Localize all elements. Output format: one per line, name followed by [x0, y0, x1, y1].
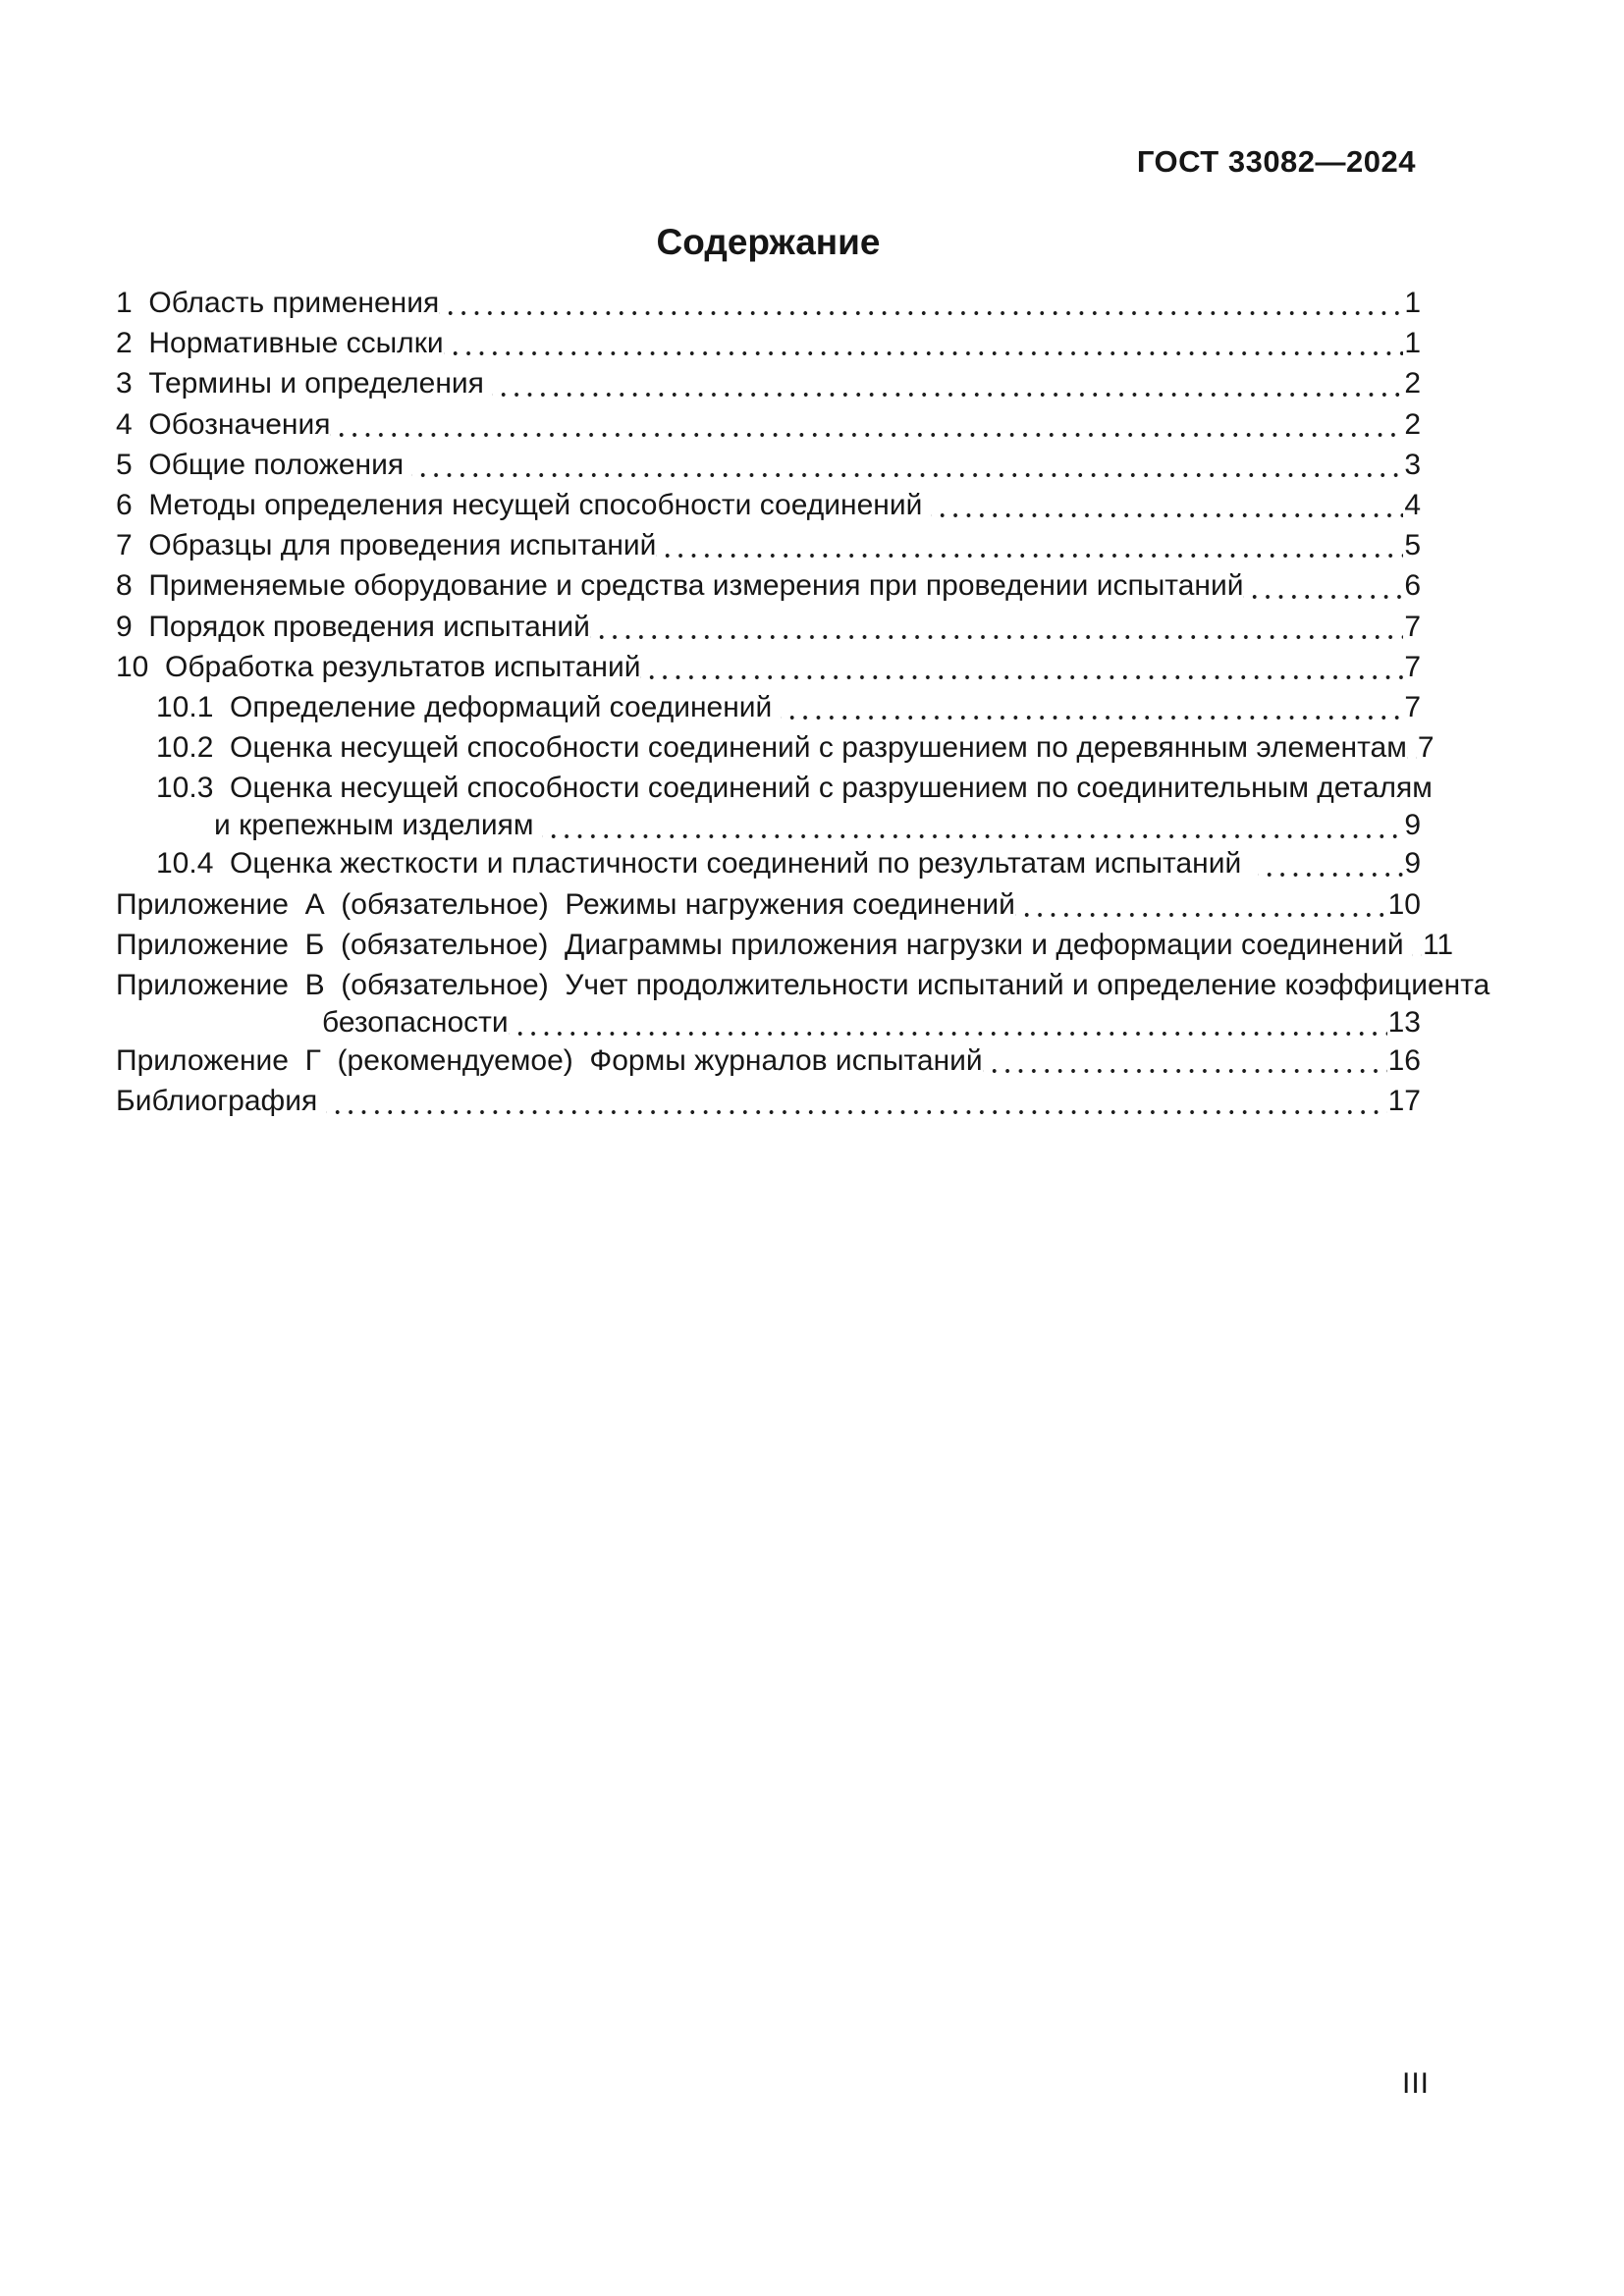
- dot-leader: [411, 445, 1403, 485]
- toc-entry-label: Приложение Б (обязательное) Диаграммы приложения нагрузки и деформации соединений: [116, 928, 1412, 961]
- toc-entry-page: 9: [1404, 847, 1421, 881]
- dot-leader: [640, 647, 1403, 687]
- dot-leader: [444, 323, 1404, 363]
- toc-entry-page: 3: [1404, 448, 1421, 481]
- toc-entry-label: 3 Термины и определения: [116, 367, 493, 400]
- toc-entry-label: 10.2 Оценка несущей способности соединений с разрушением по деревянным элементам: [156, 731, 1407, 765]
- toc-entry-label: 10.3 Оценка несущей способности соединений с разрушением по соединительным деталям: [156, 772, 1433, 805]
- toc-entry-label: Приложение А (обязательное) Режимы нагружения соединений: [116, 887, 1015, 921]
- toc-entry-annex-g: [116, 1041, 1421, 1081]
- dot-leader: [656, 525, 1403, 565]
- toc-entry-label: и крепежным изделиям: [214, 809, 542, 842]
- dot-leader: [931, 485, 1404, 525]
- dot-leader: [1258, 843, 1403, 883]
- toc-entry-label: 10 Обработка результатов испытаний: [116, 650, 641, 683]
- toc-entry-page: 2: [1404, 367, 1421, 400]
- dot-leader: [1412, 925, 1422, 965]
- toc-entry: [116, 485, 1421, 525]
- toc-entry-page: 13: [1387, 1006, 1421, 1040]
- toc-entry-label: 4 Обозначения: [116, 407, 331, 441]
- toc-entry-annex-b: [116, 925, 1454, 965]
- toc-entry-label: 10.1 Определение деформаций соединений: [156, 690, 781, 723]
- dot-leader: [590, 607, 1403, 647]
- toc-entry-page: 7: [1404, 650, 1421, 683]
- toc-entry-page: 10: [1387, 887, 1421, 921]
- dot-leader: [1407, 727, 1417, 768]
- toc-entry-page: 11: [1422, 928, 1454, 961]
- toc-entry: [116, 647, 1421, 687]
- dot-leader: [330, 404, 1403, 445]
- toc-entry-label: 6 Методы определения несущей способности соединений: [116, 488, 931, 521]
- toc-entry-page: 7: [1404, 610, 1421, 643]
- toc-entry-page: 1: [1404, 327, 1421, 360]
- toc-entry-page: 6: [1404, 569, 1421, 603]
- toc-entry: [116, 404, 1421, 445]
- toc-entry-page: 16: [1387, 1044, 1421, 1078]
- dot-leader: [326, 1081, 1387, 1121]
- toc-entry-page: 9: [1404, 809, 1421, 842]
- toc-subentry-line1: [116, 768, 1433, 808]
- toc-entry: [116, 363, 1421, 403]
- dot-leader: [492, 363, 1403, 403]
- dot-leader: [439, 283, 1403, 323]
- page-folio: III: [1401, 2067, 1430, 2100]
- dot-leader: [542, 808, 1403, 843]
- toc-subentry: [116, 727, 1435, 768]
- toc-entry: [116, 525, 1421, 565]
- toc-entry-label: Приложение В (обязательное) Учет продолжительности испытаний и определение коэффициента: [116, 969, 1490, 1001]
- toc-entry-label: безопасности: [322, 1006, 509, 1040]
- toc-entry-page: 2: [1404, 407, 1421, 441]
- toc-subentry: [116, 843, 1421, 883]
- dot-leader: [509, 1005, 1387, 1041]
- standard-code: ГОСТ 33082—2024: [1136, 144, 1416, 179]
- toc-entry-annex-v-line2: [116, 1005, 1421, 1041]
- toc-entry-annex-v-line1: [116, 965, 1490, 1005]
- toc-entry-page: 1: [1404, 287, 1421, 319]
- toc-subentry: [116, 687, 1421, 727]
- toc-entry-label: Приложение Г (рекомендуемое) Формы журналов испытаний: [116, 1044, 983, 1078]
- toc-entry-label: 8 Применяемые оборудование и средства измерения при проведении испытаний: [116, 569, 1244, 603]
- toc-entry: [116, 565, 1421, 606]
- toc-entry-page: 4: [1404, 488, 1421, 521]
- toc-entry-label: Библиография: [116, 1085, 326, 1118]
- toc-entry-page: 17: [1387, 1085, 1421, 1118]
- toc-entry-label: 9 Порядок проведения испытаний: [116, 610, 590, 643]
- toc-entry-page: 7: [1417, 731, 1435, 765]
- toc-entry-label: 10.4 Оценка жесткости и пластичности соединений по результатам испытаний: [156, 847, 1258, 881]
- toc-entry-label: 1 Область применения: [116, 287, 440, 319]
- toc-title: Содержание: [656, 222, 881, 262]
- toc-entry: [116, 283, 1421, 323]
- toc-entry: [116, 323, 1421, 363]
- toc-entry-label: 7 Образцы для проведения испытаний: [116, 529, 657, 562]
- dot-leader: [983, 1041, 1387, 1081]
- toc-entry-label: 5 Общие положения: [116, 448, 412, 481]
- dot-leader: [1243, 565, 1403, 606]
- dot-leader: [781, 687, 1404, 727]
- toc-entry-page: 7: [1404, 690, 1421, 723]
- toc-entry-label: 2 Нормативные ссылки: [116, 327, 444, 360]
- toc-entry-page: 5: [1404, 529, 1421, 562]
- dot-leader: [1015, 884, 1387, 925]
- toc-entry-bibliography: [116, 1081, 1421, 1121]
- toc-subentry-line2: [116, 808, 1421, 843]
- table-of-contents: [116, 283, 1490, 1122]
- toc-entry: [116, 445, 1421, 485]
- toc-entry: [116, 607, 1421, 647]
- toc-entry-annex-a: [116, 884, 1421, 925]
